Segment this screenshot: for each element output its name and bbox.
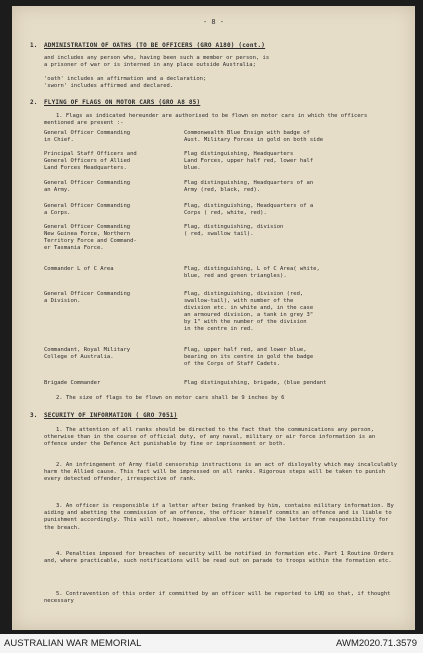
flag-row-flag: Flag, distinguishing, division ( red, swallow tail). (184, 224, 284, 237)
flag-row-officer: Commandant, Royal Military College of Australia. (44, 347, 131, 360)
flag-row-flag: Commonwealth Blue Ensign with badge of Aust. Military Forces in gold on both side (184, 130, 324, 143)
section-3-paragraph: 1. The attention of all ranks should be directed to the fact that the communications any person, otherwise than in the course of official duty, of any naval, military or air force information is an offence under the Defence Act punishable by fine or imprisonment or both. (44, 427, 376, 448)
section-3-heading (30, 412, 400, 419)
flag-row-officer: Commander L of C Area (44, 266, 114, 272)
section-3-paragraph: 5. Contravention of this order if committed by an officer will be reported to LHQ so that, if thought necessary (44, 591, 391, 605)
section-1-line: a prisoner of war or is interned in any place outside Australia; (44, 62, 256, 68)
archive-name: AUSTRALIAN WAR MEMORIAL (4, 638, 142, 649)
flag-row-flag: Flag, upper half red, and lower blue, bearing on its centre in gold the badge of the Corps of Staff Cadets. (184, 347, 314, 367)
document-page (12, 6, 415, 630)
flag-row-officer: General Officer Commanding an Army. (44, 180, 131, 193)
section-1-heading (30, 42, 400, 49)
flag-row-officer: General Officer Commanding in Chief. (44, 130, 131, 143)
section-3-number: 3. (30, 412, 38, 419)
section-3-title: SECURITY OF INFORMATION ( GRO 7051) (44, 412, 178, 419)
section-1-title: ADMINISTRATION OF OATHS (TO BE OFFICERS (GRO A180) (cont.) (44, 42, 266, 49)
flag-row-officer: General Officer Commanding a Division. (44, 291, 131, 304)
flag-row-flag: Flag, distinguishing, Headquarters of a Corps ( red, white, red). (184, 203, 314, 216)
section-1-line: 'oath' includes an affirmation and a declaration; (44, 76, 207, 82)
section-1-line: and includes any person who, having been such a member or person, is (44, 55, 270, 61)
flag-row-flag: Flag distinguishing, brigade, (blue pendant (184, 380, 327, 386)
flag-row-flag: Flag, distinguishing, L of C Area( white, blue, red and green triangles). (184, 266, 320, 279)
flag-row-officer: Brigade Commander (44, 380, 101, 386)
section-1-number: 1. (30, 42, 38, 49)
page-number: - 8 - (202, 18, 225, 26)
flag-row-flag: Flag distinguishing, Headquarters Land Forces, upper half red, lower half blue. (184, 151, 314, 171)
flag-row-officer: General Officer Commanding a Corps. (44, 203, 131, 216)
flag-row-officer: Principal Staff Officers and General Officers of Allied Land Forces Headquarters. (44, 151, 137, 171)
section-2-intro: 1. Flags as indicated hereunder are authorised to be flown on motor cars in which the officers mentioned are present :- (44, 113, 368, 127)
flag-row-officer: General Officer Commanding New Guinea Force, Northern Territory Force and Command- er Tasmania Force. (44, 224, 137, 251)
section-3-paragraph: 2. An infringement of Army field censorship instructions is an act of disloyalty which may incalculably harm the Allied cause. This fact will be impressed on all ranks. Rigorous steps will be taken to punish every detected offender, irrespective of rank. (44, 462, 398, 483)
flag-row-flag: Flag distinguishing, Headquarters of an Army (red, black, red). (184, 180, 314, 193)
section-2-number: 2. (30, 99, 38, 106)
section-2-item-2: 2. The size of flags to be flown on motor cars shall be 9 inches by 6 (56, 395, 285, 401)
section-3-paragraph: 4. Penalties imposed for breaches of security will be notified in formation etc. Part 1 Routine Orders and, where practicable, such notifications will be read out on parade to troops within the formation etc. (44, 551, 394, 565)
section-2-title: FLYING OF FLAGS ON MOTOR CARS (GRO A8 85) (44, 99, 201, 106)
section-1-line: 'sworn' includes affirmed and declared. (44, 83, 174, 89)
archive-reference: AWM2020.71.3579 (336, 638, 417, 649)
flag-row-flag: Flag, distinguishing, division (red, swallow-tail), with number of the division etc. in white and, in the case an armoured division, a tank in grey 3" by 1" with the number of the division in the centre in red. (184, 291, 314, 332)
section-2-heading (30, 99, 400, 106)
section-3-paragraph: 3. An officer is responsible if a letter after being franked by him, contains military information. By aiding and abetting the commission of an offence, the officer himself commits an offence and is liable to punishment accordingly. This will not, however, absolve the writer of the letter from responsibility for the breach. (44, 503, 394, 531)
archive-footer (0, 634, 423, 653)
